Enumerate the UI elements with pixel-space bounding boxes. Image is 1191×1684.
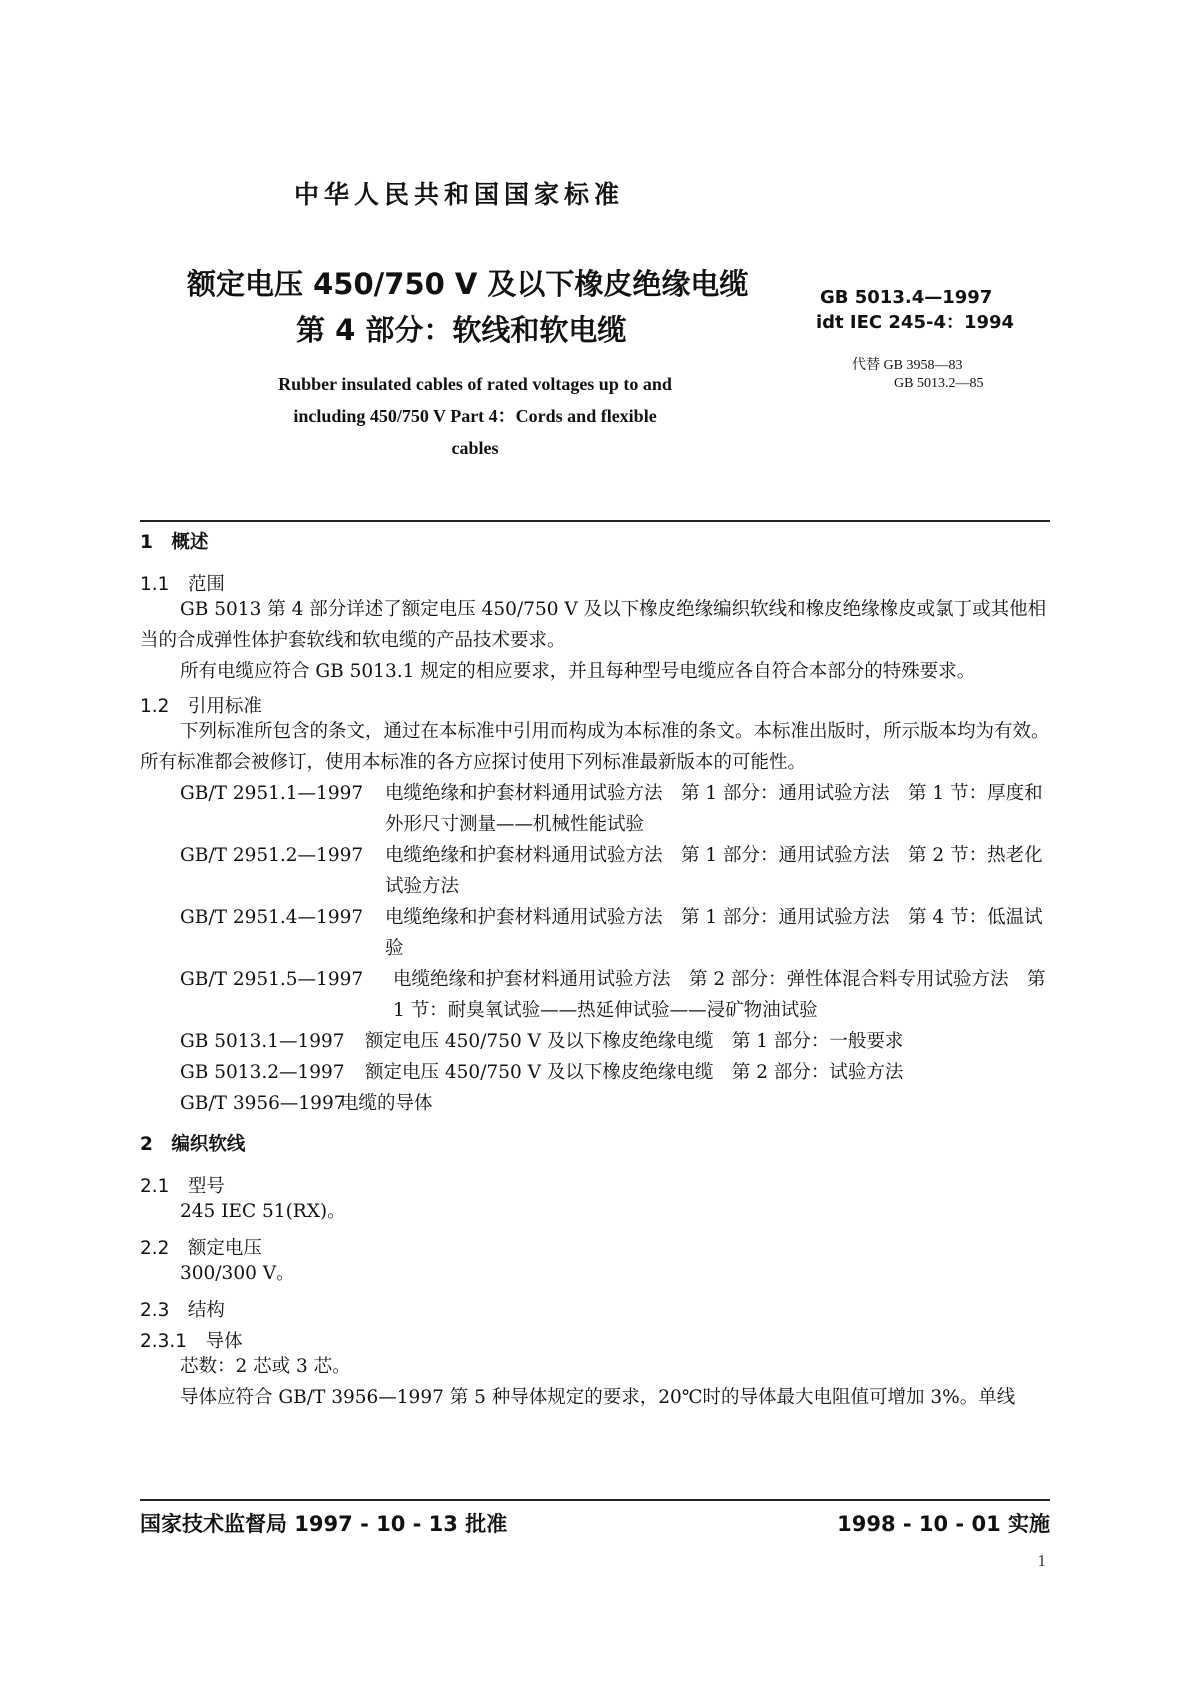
national-standard-title: 中华人民共和国国家标准 [294,180,625,209]
document-title-line-2: 第 4 部分：软线和软电缆 [296,313,627,347]
reference-code: GB 5013.2—1997 [180,1062,345,1083]
english-title: Rubber insulated cables of rated voltages up to and including 450/750 V Part 4：Cords and flexible cables [278,374,672,458]
replaces-line-1: 代替 GB 3958—83 [852,358,963,373]
reference-item [180,902,1050,964]
reference-code: GB/T 2951.4—1997 [180,907,364,928]
reference-item [180,778,1050,840]
model-value: 245 IEC 51(RX)。 [180,1201,346,1222]
reference-item [180,964,1050,1026]
reference-title: 电缆绝缘和护套材料通用试验方法 第 1 部分：通用试验方法 第 4 节：低温试验 [385,907,1043,959]
reference-title: 电缆绝缘和护套材料通用试验方法 第 1 部分：通用试验方法 第 1 节：厚度和外形尺寸测量——机械性能试验 [385,783,1043,835]
document-title-line-1: 额定电压 450/750 V 及以下橡皮绝缘电缆 [187,267,749,301]
reference-code: GB/T 2951.2—1997 [180,845,364,866]
reference-code: GB/T 2951.1—1997 [180,783,364,804]
section-2-heading: 2 编织软线 [140,1134,246,1155]
standard-number: GB 5013.4—1997 [820,287,993,308]
idt-reference: idt IEC 245-4：1994 [816,312,1015,333]
reference-item [180,1026,1050,1057]
reference-item [180,840,1050,902]
section-2-3-1-heading: 2.3.1 导体 [140,1331,243,1352]
section-2-1-heading: 2.1 型号 [140,1176,225,1197]
section-2-3-heading: 2.3 结构 [140,1300,225,1321]
reference-title: 电缆绝缘和护套材料通用试验方法 第 1 部分：通用试验方法 第 2 节：热老化试验方法 [385,845,1043,897]
rated-voltage-value: 300/300 V。 [180,1263,295,1284]
reference-title: 电缆绝缘和护套材料通用试验方法 第 2 部分：弹性体混合料专用试验方法 第 1 节：耐臭氧试验——热延伸试验——浸矿物油试验 [393,969,1046,1021]
reference-title: 额定电压 450/750 V 及以下橡皮绝缘电缆 第 1 部分：一般要求 [365,1031,904,1052]
reference-item [180,1088,1050,1119]
paragraph-references-intro: 下列标准所包含的条文，通过在本标准中引用而构成为本标准的条文。本标准出版时，所示版本均为有效。所有标准都会被修订，使用本标准的各方应探讨使用下列标准最新版本的可能性。 [140,721,1050,773]
reference-code: GB/T 3956—1997 [180,1093,346,1114]
section-1-2-heading: 1.2 引用标准 [140,696,262,717]
reference-title: 额定电压 450/750 V 及以下橡皮绝缘电缆 第 2 部分：试验方法 [365,1062,904,1083]
reference-code: GB/T 2951.5—1997 [180,969,364,990]
paragraph-scope: GB 5013 第 4 部分详述了额定电压 450/750 V 及以下橡皮绝缘编织软线和橡皮绝缘橡皮或氯丁或其他相当的合成弹性体护套软线和软电缆的产品技术要求。 [140,599,1047,651]
replaces-block [852,357,983,393]
conductor-requirement-text: 导体应符合 GB/T 3956—1997 第 5 种导体规定的要求，20℃时的导体最大电阻值可增加 3%。单线 [180,1387,1016,1408]
reference-title: 电缆的导体 [340,1093,433,1114]
footer-divider [140,1499,1050,1501]
core-count-text: 芯数：2 芯或 3 芯。 [180,1356,351,1377]
reference-code: GB 5013.1—1997 [180,1031,345,1052]
effective-date: 1998 - 10 - 01 实施 [837,1512,1050,1536]
approval-date: 国家技术监督局 1997 - 10 - 13 批准 [140,1512,508,1536]
reference-item [180,1057,1050,1088]
section-1-heading: 1 概述 [140,532,209,553]
section-2-2-heading: 2.2 额定电压 [140,1238,262,1259]
header-divider [140,520,1050,522]
page-number: 1 [1037,1551,1046,1570]
section-1-1-heading: 1.1 范围 [140,574,225,595]
paragraph-compliance: 所有电缆应符合 GB 5013.1 规定的相应要求，并且每种型号电缆应各自符合本部分的特殊要求。 [180,661,976,682]
replaces-line-2: GB 5013.2—85 [894,376,984,391]
